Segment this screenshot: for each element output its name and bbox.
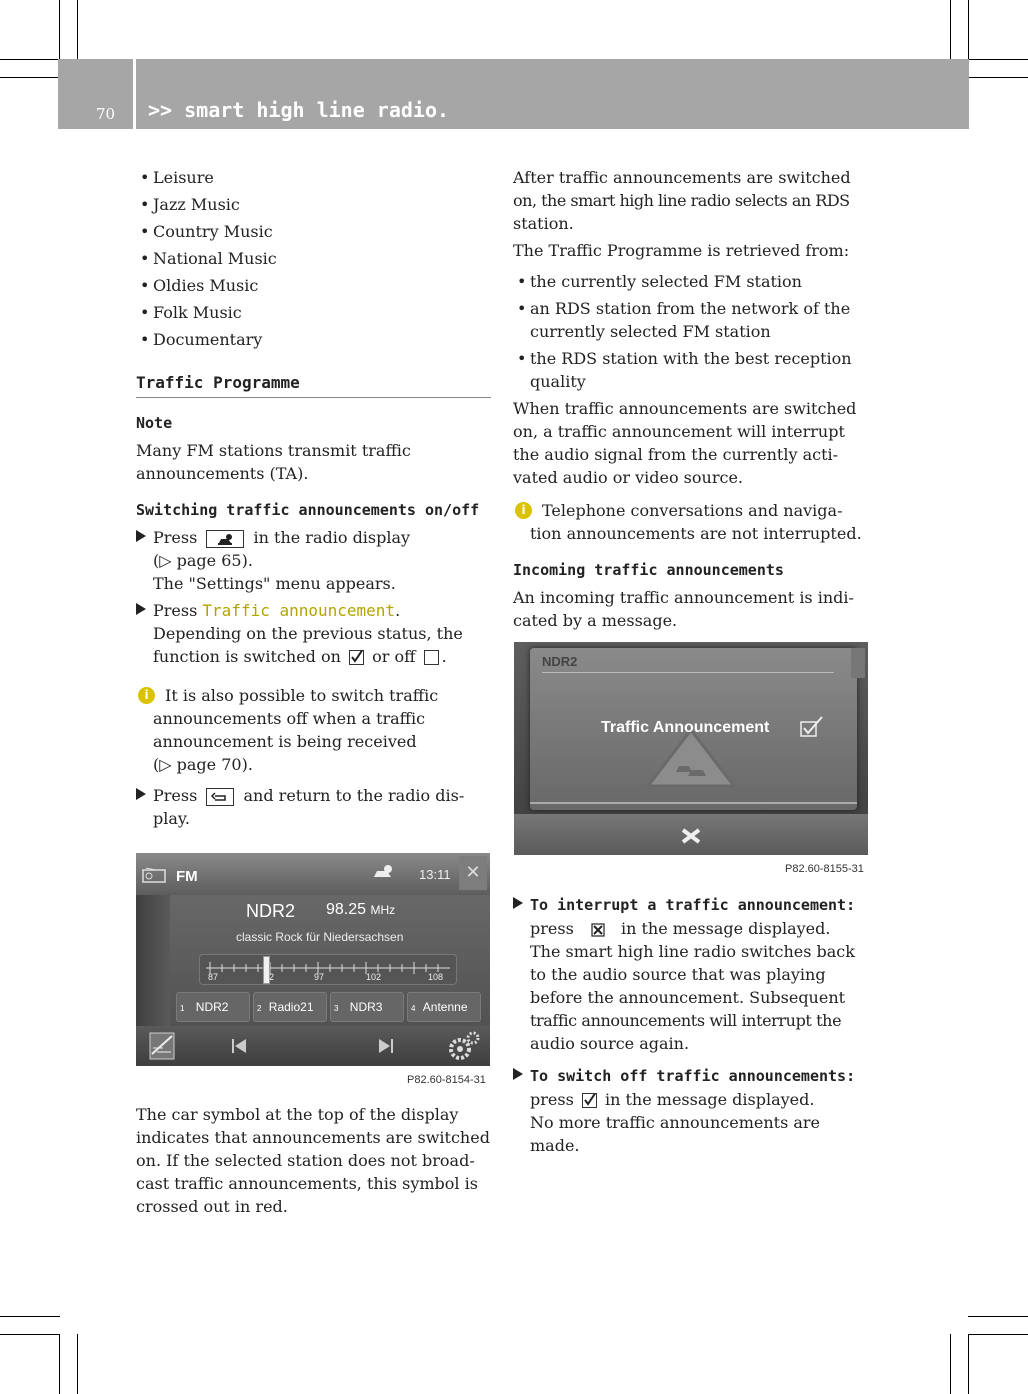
header-divider xyxy=(133,59,136,129)
figure-caption: P82.60-8154-31 xyxy=(407,1074,486,1086)
list-item: • Leisure xyxy=(136,166,491,189)
crop-mark xyxy=(950,1334,951,1394)
settings-button-icon xyxy=(206,530,244,548)
section-rule xyxy=(136,397,491,398)
ta-close-corner xyxy=(851,648,865,678)
list-item: • Folk Music xyxy=(136,301,491,324)
station-name: NDR2 xyxy=(246,901,296,921)
back-button-icon xyxy=(206,788,234,806)
page-number: 70 xyxy=(96,105,116,123)
dialog-rule xyxy=(542,672,834,673)
next-icon[interactable] xyxy=(378,1038,394,1054)
section-title: Traffic Programme xyxy=(136,373,300,392)
preset-button[interactable]: 2 Radio21 xyxy=(253,992,327,1022)
list-item: • Jazz Music xyxy=(136,193,491,216)
radiotext: classic Rock für Niedersachsen xyxy=(236,930,404,944)
crop-mark xyxy=(968,1316,1028,1317)
preset-bar xyxy=(174,992,486,1022)
note-label: Note xyxy=(136,414,173,432)
instruction-step: Press in the radio display (▷ page 65). The "Settings" menu appears. xyxy=(136,526,491,595)
close-icon xyxy=(680,828,702,844)
crop-mark xyxy=(0,77,60,78)
scale-ticks xyxy=(200,955,456,984)
crop-mark xyxy=(968,0,969,60)
info-note: i Telephone conversations and naviga- tion announcements are not interrupted. xyxy=(513,499,873,545)
switch-heading: Switching traffic announcements on/off xyxy=(136,501,480,519)
preset-button[interactable]: 3 NDR3 xyxy=(330,992,404,1022)
crop-mark xyxy=(77,1334,78,1394)
crop-mark xyxy=(968,1334,1028,1335)
step-arrow-icon xyxy=(513,897,523,909)
traffic-warning-icon xyxy=(646,728,736,788)
crop-mark xyxy=(968,77,1028,78)
left-column xyxy=(136,166,491,830)
ta-title: Traffic Announcement xyxy=(601,719,770,736)
crop-mark xyxy=(968,59,1028,60)
ta-confirm-button[interactable] xyxy=(800,716,824,738)
checked-box-icon xyxy=(349,650,364,665)
ta-station: NDR2 xyxy=(542,654,578,669)
menu-item-traffic-announcement: Traffic announcement xyxy=(202,601,396,620)
info-icon: i xyxy=(138,687,155,704)
list-item: • National Music xyxy=(136,247,491,270)
bottom-bar xyxy=(136,1026,490,1066)
band-label: FM xyxy=(176,868,198,885)
clock: 13:11 xyxy=(419,867,451,882)
ta-cancel-button[interactable] xyxy=(514,814,868,855)
traffic-car-icon xyxy=(372,864,396,882)
crop-mark xyxy=(968,1334,969,1394)
step-arrow-icon xyxy=(136,603,146,615)
car-symbol-paragraph: The car symbol at the top of the display indicates that announcements are switched on. If the selected station does not broad- cast traffic announcements, this symbol is crossed out in red. xyxy=(136,1105,490,1216)
close-icon: ✕ xyxy=(465,862,481,883)
step-arrow-icon xyxy=(136,530,146,542)
right-column: After traffic announcements are switched on, the smart high line radio selects an RDS station. The Traffic Programme is retrieved from: • the currently selected FM station • an RDS station from the network of the currently selected FM station • the RDS station with the best reception quality When traffic announcements are switched on, a traffic announcement will interrupt the audio signal from the currently acti- vated audio or video source. i Telephone conversations and naviga- tion announcements are not interrupted. Incoming traffic announcements An incoming traffic announcement is indi- cated by a message. xyxy=(513,166,873,632)
note-text: Many FM stations transmit traffic announcements (TA). xyxy=(136,441,411,483)
traffic-announcement-figure xyxy=(514,642,868,855)
previous-icon[interactable] xyxy=(231,1038,247,1054)
incoming-heading: Incoming traffic announcements xyxy=(513,561,784,579)
step-arrow-icon xyxy=(136,788,146,800)
crop-mark xyxy=(77,0,78,60)
scale-label: 97 xyxy=(314,972,325,982)
crop-mark xyxy=(0,59,60,60)
figure-caption: P82.60-8155-31 xyxy=(785,863,864,875)
info-icon: i xyxy=(515,502,532,519)
cross-box-icon xyxy=(591,923,604,936)
instruction-step: Press Traffic announcement. Depending on the previous status, the function is switched on or off . xyxy=(136,599,491,668)
radio-icon xyxy=(142,867,166,883)
right-steps xyxy=(513,893,873,1157)
crop-mark xyxy=(0,1316,60,1317)
list-item: • the RDS station with the best reception quality xyxy=(513,347,873,393)
list-item: • Oldies Music xyxy=(136,274,491,297)
scale-label: 108 xyxy=(428,972,444,982)
list-item: • Country Music xyxy=(136,220,491,243)
instruction-step: Press and return to the radio dis- play. xyxy=(136,784,491,830)
preset-button[interactable]: 1 NDR2 xyxy=(176,992,250,1022)
checked-box-icon xyxy=(582,1093,597,1108)
chapter-title: >> smart high line radio. xyxy=(148,98,450,122)
crop-mark xyxy=(950,0,951,60)
list-item: • the currently selected FM station xyxy=(513,270,873,293)
crop-mark xyxy=(59,1334,60,1394)
scale-label: 102 xyxy=(366,972,382,982)
instruction-step: To interrupt a traffic announcement: press in the message displayed. The smart high line radio switches back to the audio source that was playing before the announcement. Subsequent traffic announcements will interrupt the audio source again. xyxy=(513,893,873,1055)
scale-label: 87 xyxy=(208,972,219,982)
unchecked-box-icon xyxy=(424,650,439,665)
scale-label: 92 xyxy=(264,972,275,982)
frequency-readout: 98.25 MHz xyxy=(326,901,396,918)
dialog-rule xyxy=(530,802,857,804)
step-arrow-icon xyxy=(513,1068,523,1080)
equalizer-icon[interactable] xyxy=(149,1032,175,1060)
info-note: i It is also possible to switch traffic announcements off when a traffic announcement is being received (▷ page 70). xyxy=(136,684,491,776)
settings-gear-icon[interactable] xyxy=(447,1030,481,1062)
crop-mark xyxy=(0,1334,60,1335)
list-item: • an RDS station from the network of the currently selected FM station xyxy=(513,297,873,343)
checkmark-icon xyxy=(800,716,824,738)
instruction-step: To switch off traffic announcements: press in the message displayed. No more traffic announcements are made. xyxy=(513,1064,873,1157)
radio-display-figure xyxy=(136,853,490,1066)
genre-list xyxy=(136,166,491,351)
close-button[interactable] xyxy=(459,856,487,890)
list-item: • Documentary xyxy=(136,328,491,351)
tuning-scale[interactable] xyxy=(199,954,457,985)
crop-mark xyxy=(59,0,60,60)
preset-button[interactable]: 4 Antenne xyxy=(407,992,481,1022)
